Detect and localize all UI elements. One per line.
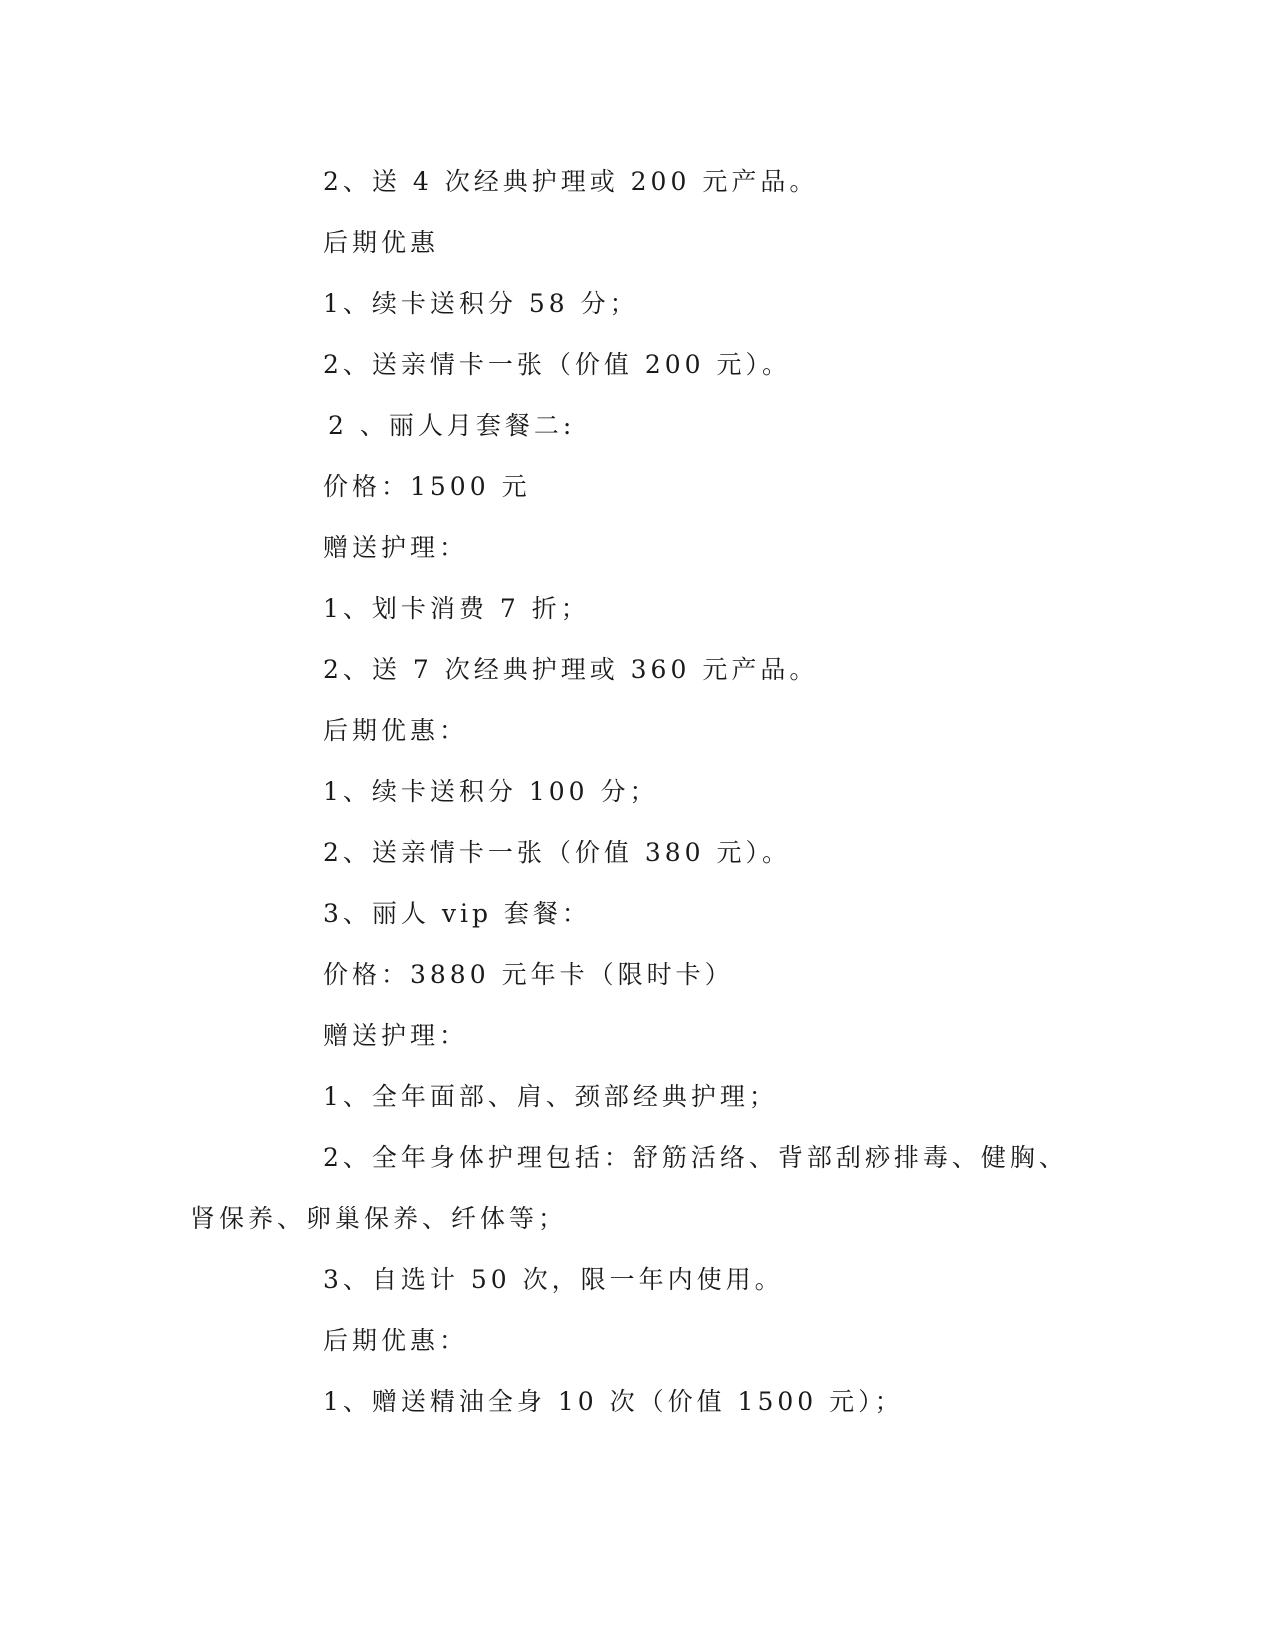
- price-line: 价格：3880 元年卡（限时卡）: [323, 960, 734, 989]
- text-line: 2、送 4 次经典护理或 200 元产品。: [323, 167, 819, 196]
- text-line: 2、送亲情卡一张（价值 380 元）。: [323, 838, 792, 867]
- text-line: 1、续卡送积分 58 分；: [323, 289, 639, 318]
- text-line: 2、全年身体护理包括：舒筋活络、背部刮痧排毒、健胸、: [323, 1143, 1068, 1172]
- section-heading: 后期优惠：: [323, 716, 469, 745]
- price-line: 价格：1500 元: [323, 472, 531, 501]
- document-body: [0, 164, 1275, 1445]
- text-line-continuation: 肾保养、卵巢保养、纤体等；: [190, 1204, 568, 1233]
- text-line: 3、自选计 50 次，限一年内使用。: [323, 1265, 784, 1294]
- text-line: 2、送 7 次经典护理或 360 元产品。: [323, 655, 819, 684]
- text-line: 1、续卡送积分 100 分；: [323, 777, 659, 806]
- package-heading: 2 、丽人月套餐二:: [328, 411, 576, 440]
- package-heading: 3、丽人 vip 套餐：: [323, 899, 591, 928]
- text-line: 1、赠送精油全身 10 次（价值 1500 元）；: [323, 1387, 904, 1416]
- text-line: 2、送亲情卡一张（价值 200 元）。: [323, 350, 792, 379]
- section-heading: 赠送护理：: [323, 1021, 469, 1050]
- section-heading: 赠送护理：: [323, 533, 469, 562]
- text-line: 1、划卡消费 7 折；: [323, 594, 590, 623]
- section-heading: 后期优惠: [323, 228, 440, 257]
- section-heading: 后期优惠：: [323, 1326, 469, 1355]
- text-line: 1、全年面部、肩、颈部经典护理；: [323, 1082, 778, 1111]
